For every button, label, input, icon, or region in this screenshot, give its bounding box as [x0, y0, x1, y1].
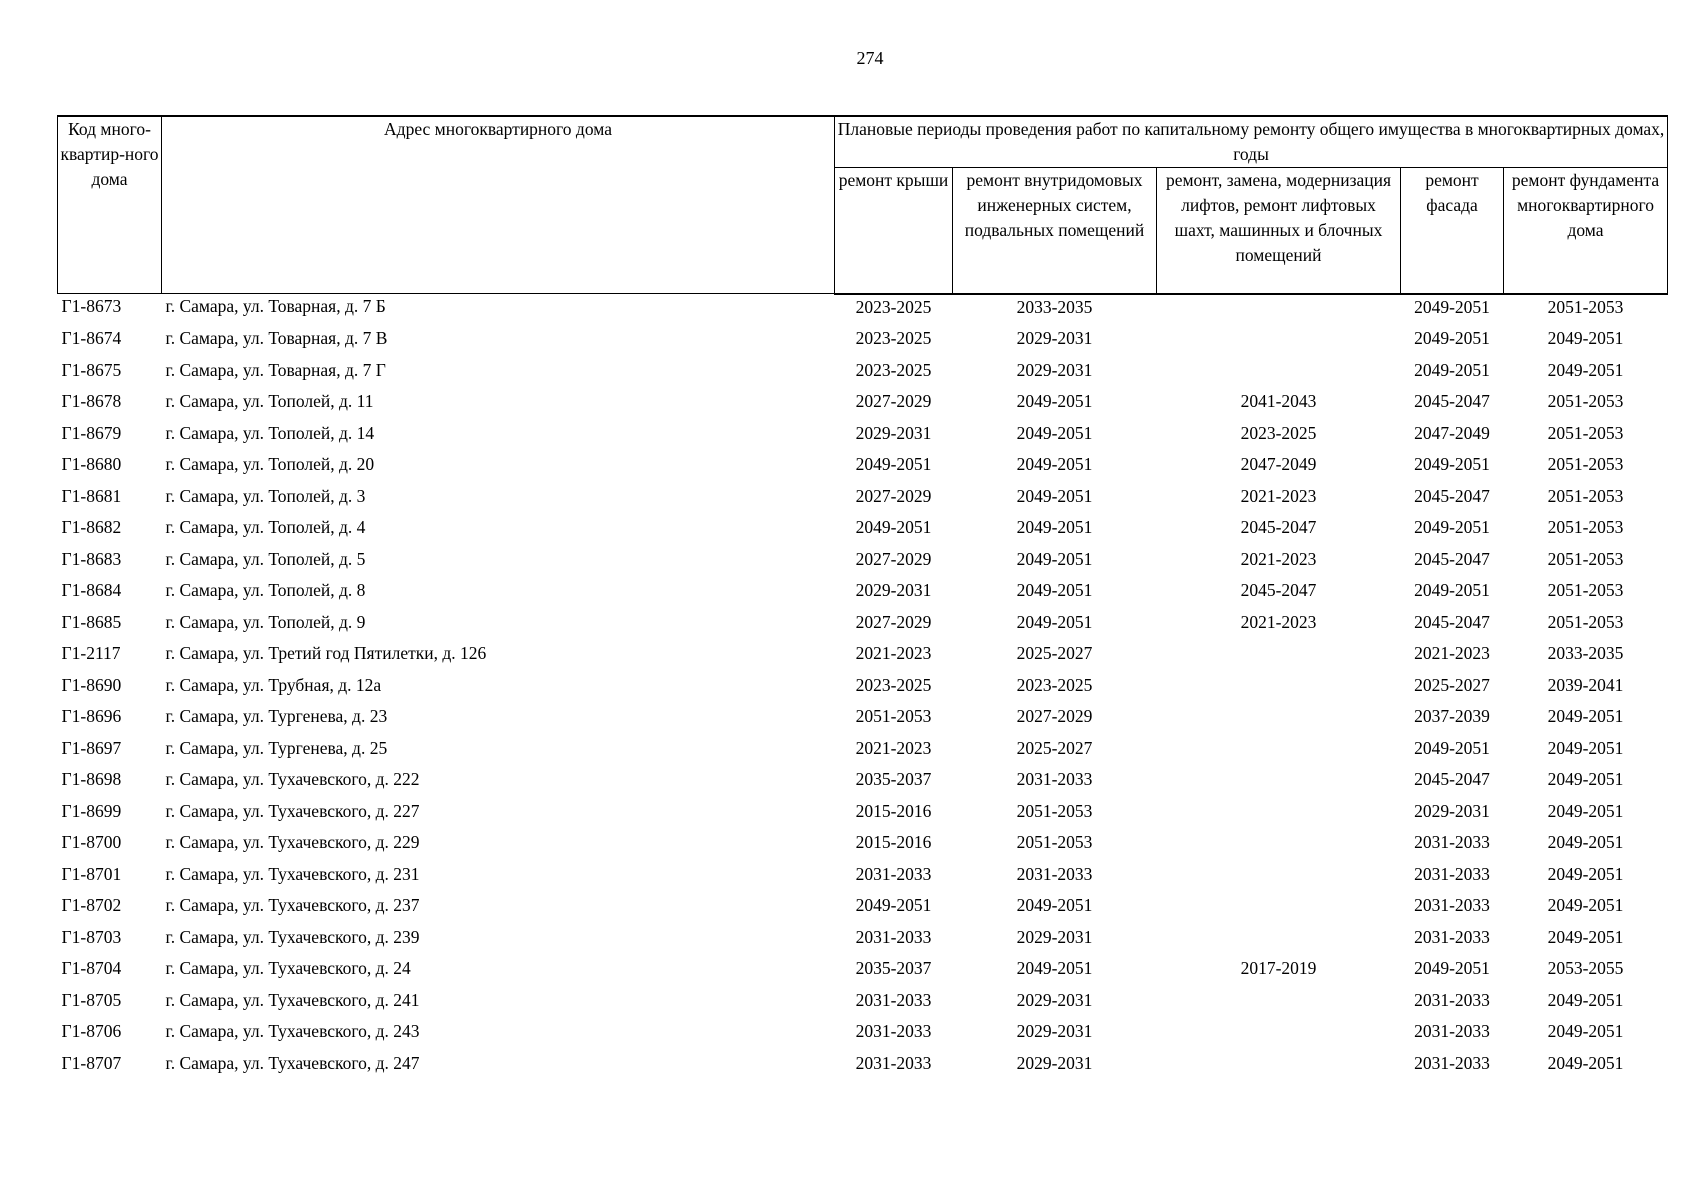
cell-house-code: Г1-8684	[61, 580, 122, 600]
cell-engineering-period: 2049-2051	[1016, 611, 1093, 632]
cell-facade-period: 2031-2033	[1414, 895, 1490, 915]
cell-facade-period: 2045-2047	[1414, 548, 1490, 569]
cell-address: г. Самара, ул. Тополей, д. 4	[165, 517, 366, 537]
header-foundation-repair: ремонт фундамента многоквартирного дома	[1504, 168, 1668, 294]
header-facade-repair: ремонт фасада	[1401, 168, 1504, 294]
cell-foundation-period: 2049-2051	[1547, 769, 1624, 789]
cell-roof-period: 2023-2025	[855, 674, 932, 695]
table-row	[58, 862, 1668, 894]
table-row	[58, 673, 1668, 705]
cell-address: г. Самара, ул. Товарная, д. 7 Б	[165, 296, 386, 316]
cell-facade-period: 2031-2033	[1414, 863, 1490, 884]
cell-address: г. Самара, ул. Тухачевского, д. 227	[165, 800, 420, 821]
cell-house-code: Г1-8701	[61, 863, 122, 884]
cell-address: г. Самара, ул. Тополей, д. 20	[165, 454, 375, 474]
cell-address: г. Самара, ул. Тухачевского, д. 229	[165, 832, 420, 852]
cell-engineering-period: 2051-2053	[1016, 800, 1093, 821]
cell-roof-period: 2031-2033	[855, 1021, 932, 1041]
cell-foundation-period: 2049-2051	[1547, 328, 1624, 348]
table-row	[58, 358, 1668, 390]
table-row	[58, 294, 1668, 327]
table-row	[58, 988, 1668, 1020]
cell-engineering-period: 2031-2033	[1016, 863, 1093, 884]
cell-house-code: Г1-8703	[61, 926, 122, 947]
cell-engineering-period: 2027-2029	[1016, 706, 1093, 726]
cell-engineering-period: 2051-2053	[1016, 832, 1093, 852]
cell-roof-period: 2049-2051	[855, 454, 932, 474]
cell-house-code: Г1-8680	[61, 454, 122, 474]
cell-roof-period: 2023-2025	[855, 328, 932, 348]
cell-house-code: Г1-8697	[61, 737, 122, 758]
cell-elevator-period	[1157, 641, 1401, 673]
cell-engineering-period: 2029-2031	[1016, 1021, 1093, 1041]
cell-elevator-period	[1157, 736, 1401, 768]
table-row	[58, 547, 1668, 579]
cell-foundation-period: 2049-2051	[1547, 926, 1624, 947]
cell-engineering-period: 2029-2031	[1016, 359, 1093, 380]
cell-foundation-period: 2051-2053	[1547, 485, 1624, 506]
cell-foundation-period: 2049-2051	[1547, 359, 1624, 380]
cell-elevator-period: 2021-2023	[1240, 485, 1317, 506]
cell-house-code: Г1-8675	[61, 359, 122, 380]
cell-elevator-period: 2023-2025	[1240, 422, 1317, 443]
cell-engineering-period: 2049-2051	[1016, 422, 1093, 443]
cell-roof-period: 2023-2025	[855, 359, 932, 380]
table-row	[58, 484, 1668, 516]
header-engineering-repair: ремонт внутридомовых инженерных систем, подвальных помещений	[953, 168, 1157, 294]
cell-address: г. Самара, ул. Тухачевского, д. 222	[165, 769, 420, 789]
cell-foundation-period: 2051-2053	[1547, 580, 1624, 600]
cell-roof-period: 2031-2033	[855, 863, 932, 884]
table-row	[58, 578, 1668, 610]
cell-house-code: Г1-2117	[61, 643, 121, 663]
header-house-code: Код много-квартир-ного дома	[58, 116, 162, 294]
cell-house-code: Г1-8681	[61, 485, 122, 506]
cell-house-code: Г1-8706	[61, 1021, 122, 1041]
cell-house-code: Г1-8683	[61, 548, 122, 569]
table-row	[58, 610, 1668, 642]
cell-house-code: Г1-8673	[61, 296, 122, 316]
header-elevator-repair: ремонт, замена, модернизация лифтов, ремонт лифтовых шахт, машинных и блочных помещений	[1157, 168, 1401, 294]
cell-house-code: Г1-8696	[61, 706, 122, 726]
cell-address: г. Самара, ул. Тополей, д. 11	[165, 391, 374, 411]
table-row	[58, 956, 1668, 988]
cell-facade-period: 2031-2033	[1414, 832, 1490, 852]
cell-address: г. Самара, ул. Тухачевского, д. 241	[165, 989, 420, 1010]
cell-house-code: Г1-8700	[61, 832, 122, 852]
table-row	[58, 1051, 1668, 1083]
table-row	[58, 641, 1668, 673]
repair-plan-table	[57, 115, 1668, 1082]
cell-house-code: Г1-8682	[61, 517, 122, 537]
cell-elevator-period	[1157, 988, 1401, 1020]
cell-facade-period: 2049-2051	[1414, 328, 1490, 348]
table-row	[58, 326, 1668, 358]
cell-address: г. Самара, ул. Тургенева, д. 23	[165, 706, 388, 726]
cell-roof-period: 2029-2031	[855, 580, 932, 600]
cell-elevator-period	[1157, 862, 1401, 894]
cell-roof-period: 2027-2029	[855, 485, 932, 506]
header-address: Адрес многоквартирного дома	[162, 116, 835, 294]
cell-facade-period: 2029-2031	[1414, 800, 1490, 821]
cell-house-code: Г1-8690	[61, 674, 122, 695]
cell-engineering-period: 2029-2031	[1016, 989, 1093, 1010]
cell-facade-period: 2049-2051	[1414, 359, 1490, 380]
cell-address: г. Самара, ул. Тополей, д. 5	[165, 548, 366, 569]
cell-elevator-period	[1157, 358, 1401, 390]
cell-foundation-period: 2051-2053	[1547, 296, 1624, 317]
cell-address: г. Самара, ул. Тухачевского, д. 24	[165, 958, 411, 978]
cell-house-code: Г1-8702	[61, 895, 122, 915]
cell-roof-period: 2021-2023	[855, 737, 932, 758]
cell-elevator-period: 2045-2047	[1240, 517, 1317, 537]
cell-facade-period: 2031-2033	[1414, 1021, 1490, 1041]
cell-house-code: Г1-8678	[61, 391, 122, 411]
cell-elevator-period: 2045-2047	[1240, 580, 1317, 600]
cell-elevator-period	[1157, 1019, 1401, 1051]
cell-engineering-period: 2025-2027	[1016, 643, 1093, 663]
cell-engineering-period: 2049-2051	[1016, 548, 1093, 569]
cell-engineering-period: 2031-2033	[1016, 769, 1093, 789]
cell-engineering-period: 2049-2051	[1016, 580, 1093, 600]
cell-engineering-period: 2049-2051	[1016, 958, 1093, 978]
cell-house-code: Г1-8707	[61, 1052, 122, 1073]
cell-elevator-period: 2041-2043	[1240, 391, 1317, 411]
cell-roof-period: 2031-2033	[855, 1052, 932, 1073]
cell-foundation-period: 2049-2051	[1547, 800, 1624, 821]
table-row	[58, 515, 1668, 547]
cell-house-code: Г1-8705	[61, 989, 122, 1010]
cell-house-code: Г1-8674	[61, 328, 122, 348]
cell-house-code: Г1-8699	[61, 800, 122, 821]
cell-facade-period: 2031-2033	[1414, 926, 1490, 947]
cell-roof-period: 2021-2023	[855, 643, 932, 663]
table-row	[58, 799, 1668, 831]
cell-foundation-period: 2049-2051	[1547, 895, 1624, 915]
cell-roof-period: 2031-2033	[855, 989, 932, 1010]
cell-engineering-period: 2033-2035	[1016, 296, 1093, 317]
cell-elevator-period: 2017-2019	[1240, 958, 1317, 978]
header-planned-periods: Плановые периоды проведения работ по капитальному ремонту общего имущества в многоквартирных домах, годы	[835, 116, 1668, 168]
cell-elevator-period	[1157, 767, 1401, 799]
cell-facade-period: 2047-2049	[1414, 422, 1490, 443]
cell-engineering-period: 2029-2031	[1016, 328, 1093, 348]
cell-house-code: Г1-8679	[61, 422, 122, 443]
table-row	[58, 704, 1668, 736]
cell-roof-period: 2015-2016	[855, 800, 932, 821]
cell-elevator-period	[1157, 294, 1401, 327]
table-row	[58, 421, 1668, 453]
cell-elevator-period	[1157, 893, 1401, 925]
cell-elevator-period: 2021-2023	[1240, 548, 1317, 569]
cell-engineering-period: 2049-2051	[1016, 454, 1093, 474]
cell-address: г. Самара, ул. Тухачевского, д. 243	[165, 1021, 420, 1041]
cell-facade-period: 2037-2039	[1414, 706, 1490, 726]
cell-facade-period: 2049-2051	[1414, 517, 1490, 537]
table-row	[58, 893, 1668, 925]
table-row	[58, 1019, 1668, 1051]
cell-foundation-period: 2039-2041	[1547, 674, 1624, 695]
cell-facade-period: 2045-2047	[1414, 391, 1490, 411]
table-row	[58, 389, 1668, 421]
cell-address: г. Самара, ул. Тухачевского, д. 237	[165, 895, 420, 915]
cell-roof-period: 2031-2033	[855, 926, 932, 947]
cell-house-code: Г1-8698	[61, 769, 122, 789]
cell-facade-period: 2045-2047	[1414, 769, 1490, 789]
cell-foundation-period: 2051-2053	[1547, 391, 1624, 411]
cell-engineering-period: 2049-2051	[1016, 517, 1093, 537]
cell-foundation-period: 2049-2051	[1547, 832, 1624, 852]
cell-facade-period: 2049-2051	[1414, 958, 1490, 978]
header-roof-repair: ремонт крыши	[835, 168, 953, 294]
cell-roof-period: 2035-2037	[855, 958, 932, 978]
cell-address: г. Самара, ул. Тургенева, д. 25	[165, 737, 388, 758]
cell-address: г. Самара, ул. Тухачевского, д. 247	[165, 1052, 420, 1073]
cell-address: г. Самара, ул. Тухачевского, д. 231	[165, 863, 420, 884]
cell-roof-period: 2051-2053	[855, 706, 932, 726]
cell-foundation-period: 2049-2051	[1547, 863, 1624, 884]
table-row	[58, 767, 1668, 799]
cell-address: г. Самара, ул. Товарная, д. 7 Г	[165, 359, 386, 380]
table-row	[58, 736, 1668, 768]
cell-engineering-period: 2023-2025	[1016, 674, 1093, 695]
table-body	[58, 294, 1668, 1083]
cell-roof-period: 2015-2016	[855, 832, 932, 852]
cell-facade-period: 2021-2023	[1414, 643, 1490, 663]
cell-engineering-period: 2049-2051	[1016, 391, 1093, 411]
cell-roof-period: 2029-2031	[855, 422, 932, 443]
cell-roof-period: 2035-2037	[855, 769, 932, 789]
cell-address: г. Самара, ул. Трубная, д. 12а	[165, 674, 382, 695]
cell-facade-period: 2049-2051	[1414, 296, 1490, 317]
table-row	[58, 452, 1668, 484]
cell-roof-period: 2049-2051	[855, 517, 932, 537]
cell-elevator-period	[1157, 326, 1401, 358]
cell-foundation-period: 2051-2053	[1547, 422, 1624, 443]
cell-engineering-period: 2049-2051	[1016, 895, 1093, 915]
cell-engineering-period: 2029-2031	[1016, 926, 1093, 947]
cell-foundation-period: 2049-2051	[1547, 989, 1624, 1010]
cell-foundation-period: 2051-2053	[1547, 454, 1624, 474]
cell-foundation-period: 2049-2051	[1547, 706, 1624, 726]
page-number: 274	[856, 48, 884, 68]
cell-foundation-period: 2049-2051	[1547, 737, 1624, 758]
cell-foundation-period: 2053-2055	[1547, 958, 1624, 978]
cell-address: г. Самара, ул. Тухачевского, д. 239	[165, 926, 420, 947]
cell-address: г. Самара, ул. Третий год Пятилетки, д. 126	[165, 643, 487, 663]
cell-elevator-period	[1157, 1051, 1401, 1083]
cell-elevator-period: 2021-2023	[1240, 611, 1317, 632]
cell-house-code: Г1-8704	[61, 958, 122, 978]
cell-foundation-period: 2049-2051	[1547, 1021, 1624, 1041]
cell-facade-period: 2031-2033	[1414, 989, 1490, 1010]
cell-engineering-period: 2025-2027	[1016, 737, 1093, 758]
cell-foundation-period: 2051-2053	[1547, 517, 1624, 537]
cell-facade-period: 2045-2047	[1414, 611, 1490, 632]
table-header	[58, 116, 1668, 294]
cell-address: г. Самара, ул. Тополей, д. 9	[165, 611, 366, 632]
cell-address: г. Самара, ул. Тополей, д. 3	[165, 485, 366, 506]
cell-facade-period: 2031-2033	[1414, 1052, 1490, 1073]
cell-roof-period: 2027-2029	[855, 611, 932, 632]
cell-elevator-period	[1157, 925, 1401, 957]
cell-elevator-period	[1157, 704, 1401, 736]
cell-facade-period: 2025-2027	[1414, 674, 1490, 695]
cell-facade-period: 2049-2051	[1414, 454, 1490, 474]
cell-elevator-period	[1157, 673, 1401, 705]
cell-roof-period: 2023-2025	[855, 296, 932, 317]
cell-foundation-period: 2049-2051	[1547, 1052, 1624, 1073]
cell-elevator-period: 2047-2049	[1240, 454, 1317, 474]
cell-roof-period: 2027-2029	[855, 548, 932, 569]
cell-roof-period: 2049-2051	[855, 895, 932, 915]
cell-house-code: Г1-8685	[61, 611, 122, 632]
cell-facade-period: 2049-2051	[1414, 580, 1490, 600]
table-row	[58, 925, 1668, 957]
cell-roof-period: 2027-2029	[855, 391, 932, 411]
cell-engineering-period: 2029-2031	[1016, 1052, 1093, 1073]
cell-foundation-period: 2033-2035	[1547, 643, 1624, 663]
cell-engineering-period: 2049-2051	[1016, 485, 1093, 506]
cell-address: г. Самара, ул. Тополей, д. 14	[165, 422, 375, 443]
cell-foundation-period: 2051-2053	[1547, 548, 1624, 569]
cell-elevator-period	[1157, 830, 1401, 862]
cell-facade-period: 2045-2047	[1414, 485, 1490, 506]
cell-elevator-period	[1157, 799, 1401, 831]
cell-facade-period: 2049-2051	[1414, 737, 1490, 758]
cell-address: г. Самара, ул. Тополей, д. 8	[165, 580, 366, 600]
table-row	[58, 830, 1668, 862]
cell-address: г. Самара, ул. Товарная, д. 7 В	[165, 328, 388, 348]
cell-foundation-period: 2051-2053	[1547, 611, 1624, 632]
